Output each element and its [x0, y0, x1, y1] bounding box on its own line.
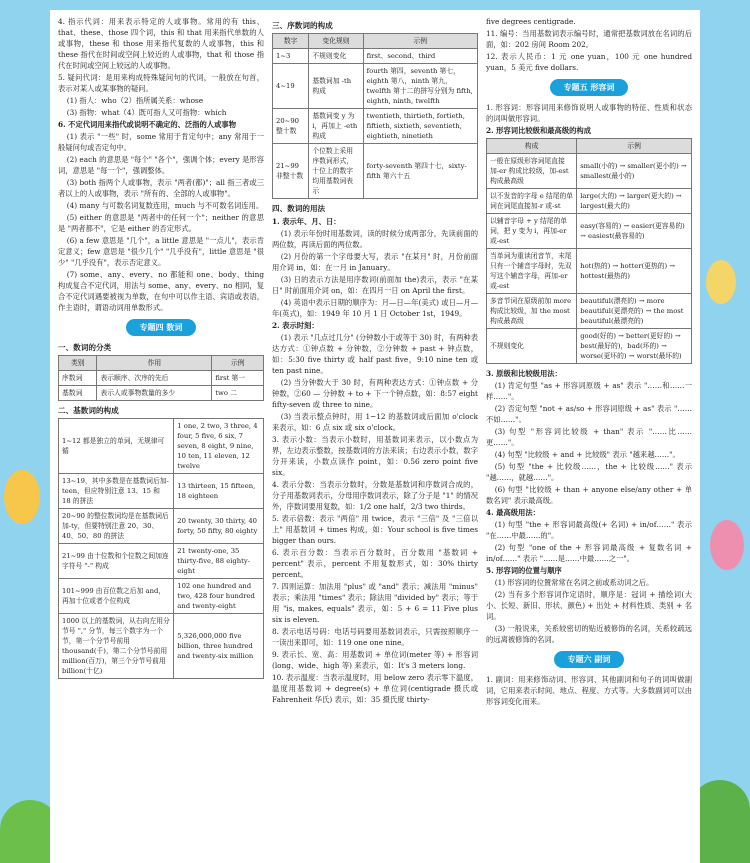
paragraph-q1: 1. 表示年、月、日：: [272, 217, 341, 226]
heading-numeral-usage: 四、数词的用法: [272, 204, 326, 213]
table-row: [487, 189, 692, 214]
table-row: [487, 214, 692, 249]
table-cell: 多音节词在原级前加 more 构成比较级，加 the most 构成最高级: [487, 294, 577, 329]
table-cell: 基数词变 y 为 i，再加上 -eth 构成: [309, 109, 363, 144]
comparative-formation-table: [486, 138, 692, 364]
paragraph-s2: (1) 肯定句型 "as + 形容词原级 + as" 表示 "……和……一样……"。: [486, 381, 692, 401]
table-row: [59, 474, 264, 509]
table-cell: 21~99 非整十数: [273, 144, 309, 199]
table-row: [273, 49, 478, 64]
table-row: [59, 579, 264, 614]
table-cell: 基数词: [59, 386, 97, 401]
table-cell: 13~19，其中多数是在基数词后加-teen，但应特别注意 13、15 和 18 的拼法: [59, 474, 174, 509]
table-header-cell: 示例: [577, 139, 692, 154]
table-cell: 20 twenty, 30 thirty, 40 forty, 50 fifty, 80 eighty: [174, 509, 264, 544]
paragraph-s11: 5. 形容词的位置与顺序: [486, 566, 562, 575]
paragraph-s8: 4. 最高级用法：: [486, 508, 540, 517]
table-row: [59, 419, 264, 474]
paragraph-q9: (3) 当表示整点钟时，用 1~12 的基数词或后面加 o'clock 来表示，如：6 点 six 或 six o'clock。: [272, 412, 478, 432]
paragraph-p8: (3) both 指两个人或事物，表示 "两者(都)"；all 指三者或三者以上的人或事物，表示 "所有的、全部的人或事物"。: [58, 178, 264, 198]
paragraph-q2: (1) 表示年份时用基数词，读的时候分成两部分，先读前面的两位数，再读后面的两位数。: [272, 229, 478, 249]
table-cell: 21~99 由十位数和个位数之间加连字符号 "-" 构成: [59, 544, 174, 579]
table-cell: 以不发音的字母 e 结尾的单词在词尾直接加-r 或-st: [487, 189, 577, 214]
table-row: [59, 544, 264, 579]
paragraph-p3: (1) 指人：who（2）指所属关系：whose: [66, 96, 204, 105]
paragraph-p11: (6) a few 意思是 "几个"，a little 意思是 "一点儿"，表示肯定意义；few 意思是 "很少几个" "几乎没有"，little 意思是 "很少" "几乎没有"，表示否定意义。: [58, 236, 264, 267]
column-middle: [272, 16, 478, 863]
table-cell: first 第一: [212, 371, 264, 386]
paragraph-s12: (1) 形容词的位置常常在名词之前或系动词之后。: [494, 578, 654, 587]
paragraph-q11: 4. 表示分数：当表示分数时，分数是基数词和序数词合成的，分子用基数词表示，分母用序数词表示，除了分子是 "1" 的情况外，序数词要用复数，如：1/2 one half，2/3 two thirds。: [272, 480, 478, 511]
table-cell: twentieth, thirtieth, fortieth, fiftieth, sixtieth, seventieth, eightieth, ninetieth: [363, 109, 477, 144]
paragraph-s9: (1) 句型 "the + 形容词最高级(+ 名词) + in/of……" 表示 "在……中最……的"。: [486, 520, 692, 540]
table-row: [487, 154, 692, 189]
paragraph-q3: (2) 月份的第一个字母要大写，表示 "在某月" 时，月份前面用介词 in，如：在一月 in January。: [272, 252, 478, 272]
paragraph-p9: (4) many 与可数名词复数连用，much 与不可数名词连用。: [66, 201, 264, 210]
table-cell: 5,326,000,000 five billion, three hundred and twenty-six million: [174, 614, 264, 679]
table-cell: good(好的) → better(更好的) → best(最好的)，bad(坏的) → worse(更坏的) → worst(最坏的): [577, 329, 692, 364]
heading-numeral-types: 一、数词的分类: [58, 343, 112, 352]
paragraph-s10: (2) 句型 "one of the + 形容词最高级 + 复数名词 + in/of……" 表示 "……是……中最……之一"。: [486, 543, 692, 563]
balloon-decoration-left: [4, 470, 40, 524]
column-right: [486, 16, 692, 863]
paragraph-q15: 8. 表示电话号码：电话号码要用基数词表示，只需按照顺序一一读出来即可，如：119 one one nine。: [272, 627, 478, 647]
table-cell: 基数词加 -th 构成: [309, 64, 363, 109]
paragraph-r5: 2. 形容词比较级和最高级的构成: [486, 126, 592, 135]
paragraph-s5: (4) 句型 "比较级 + and + 比较级" 表示 "越来越……"。: [494, 450, 680, 459]
table-header-cell: 作用: [97, 356, 212, 371]
paragraph-q4: (3) 日的表示方法是用序数词(前面加 the)表示，表示 "在某日" 时前面用介词 on，如：在四月一日 on April the first。: [272, 275, 478, 295]
table-cell: first、second、third: [363, 49, 477, 64]
table-cell: 1~12 都是独立的单词，无规律可循: [59, 419, 174, 474]
paragraph-q14: 7. 四则运算：加法用 "plus" 或 "and" 表示；减法用 "minus" 表示；乘法用 "times" 表示；除法用 "divided by" 表示；等于用 "is, makes, equals" 表示，如：5 + 6 = 11 Five plus six is eleven.: [272, 582, 478, 624]
table-row: [59, 614, 264, 679]
heading-ordinal-formation: 三、序数词的构成: [272, 21, 333, 30]
paragraph-p2: 5. 疑问代词：是用来构成特殊疑问句的代词，一般放在句首，表示对某人或某事物的疑问。: [58, 73, 264, 93]
table-header-cell: 构成: [487, 139, 577, 154]
table-cell: 1 one, 2 two, 3 three, 4 four, 5 five, 6 six, 7 seven, 8 eight, 9 nine, 10 ten, 11 eleven, 12 twelve: [174, 419, 264, 474]
table-row: [59, 386, 264, 401]
paragraph-s4: (3) 句型 "形容词比较级 + than" 表示 "……比……更……"。: [486, 427, 692, 447]
paragraph-s14: (3) 一般说来，关系较密切的贴近被修饰的名词，关系较疏远的远离被修饰的名词。: [486, 624, 692, 644]
table-row: [59, 509, 264, 544]
paragraph-p1: 4. 指示代词：用来表示特定的人或事物。常用的有 this、that、these、those 四个词，this 和 that 用来指代单数的人或事物，these 和 those 用来指代复数的人或事物，this 和 these 指代在时间或空间上较近的人或事物，that 和 those 指代在时间或空间上较远的人或事物。: [58, 17, 264, 70]
table-header-cell: 示例: [363, 34, 477, 49]
paragraph-q16: 9. 表示长、宽、高：用基数词 + 单位词(meter 等) + 形容词(long、wide、high 等) 来表示，如：It's 3 meters long.: [272, 650, 478, 670]
table-cell: 21 twenty-one, 35 thirty-five, 88 eighty-eight: [174, 544, 264, 579]
table-row: [273, 109, 478, 144]
paragraph-s7: (6) 句型 "比较级 + than + anyone else/any other + 单数名词" 表示最高级。: [486, 485, 692, 505]
table-cell: 不规则变化: [309, 49, 363, 64]
table-header-cell: 示例: [212, 356, 264, 371]
table-cell: 一般在原级形容词尾直接加-er 构成比较级，加-est 构成最高级: [487, 154, 577, 189]
section-banner-adjectives: 专题五 形容词: [486, 79, 692, 96]
table-header-cell: 类别: [59, 356, 97, 371]
table-cell: forty-seventh 第四十七，sixty-fifth 第六十五: [363, 144, 477, 199]
table-cell: easy(容易的) → easier(更容易的) → easiest(最容易的): [577, 214, 692, 249]
paragraph-s1: 3. 原级和比较级用法：: [486, 369, 562, 378]
paragraph-s6: (5) 句型 "the + 比较级……，the + 比较级……" 表示 "越……，就越……"。: [486, 462, 692, 482]
table-header-cell: 变化规则: [309, 34, 363, 49]
table-cell: 序数词: [59, 371, 97, 386]
table-row: [487, 249, 692, 294]
table-cell: 1~3: [273, 49, 309, 64]
table-cell: hot(热的) → hotter(更热的) → hottest(最热的): [577, 249, 692, 294]
paragraph-p10: (5) either 的意思是 "两者中的任何一个"；neither 的意思是 "两者都不"，它是 either 的否定形式。: [58, 213, 264, 233]
table-row: [273, 144, 478, 199]
table-cell: two 二: [212, 386, 264, 401]
table-cell: 不规则变化: [487, 329, 577, 364]
column-left: [58, 16, 264, 863]
paragraph-p4: (3) 指物：what（4）既可指人又可指物：which: [66, 108, 227, 117]
paragraph-q10: 3. 表示小数：当表示小数时，用基数词来表示，以小数点为界，左边表示整数，按基数词的方法来读；右边表示小数，数字分开来读，小数点读作 point，如：0.56 zero point five six。: [272, 435, 478, 477]
paragraph-q7: (1) 表示 "几点过几分" (分钟数小于或等于 30) 时，有两种表达方式：①钟点数 + 分钟数，②分钟数 + past + 钟点数，如：5:30 five thirty 或 half past five，9:10 nine ten 或 ten past nine。: [272, 333, 478, 375]
table-cell: fourth 第四，seventh 第七，eighth 第八，ninth 第九，twelfth 第十二的拼写分别为 fifth, eighth, ninth, twelfth: [363, 64, 477, 109]
table-cell: 表示人或事物数量的多少: [97, 386, 212, 401]
table-cell: 个位数上采用序数词形式，十位上的数字均用基数词表示: [309, 144, 363, 199]
table-header-cell: 数字: [273, 34, 309, 49]
balloon-decoration-top: [706, 260, 736, 304]
paragraph-q5: (4) 英语中表示日期的顺序为：月—日—年(美式) 或日—月—年(英式)，如：1949 年 10 月 1 日 October 1st，1949。: [272, 298, 478, 318]
paragraph-p12: (7) some、any、every、no 都能和 one、body、thing 构成复合不定代词，用法与 some、any、every、no 相同，复合不定代词遇要被视为单数，在句中可以作主语、宾语或表语，作主语时，谓语动词用单数形式。: [58, 270, 264, 312]
table-cell: small(小的) → smaller(更小的) → smallest(最小的): [577, 154, 692, 189]
balloon-decoration-right: [710, 520, 744, 570]
table-cell: 102 one hundred and two, 428 four hundred and twenty-eight: [174, 579, 264, 614]
heading-cardinal-formation: 二、基数词的构成: [58, 406, 119, 415]
table-cell: 表示顺序、次序的先后: [97, 371, 212, 386]
table-cell: 当单词为重读闭音节，末尾只有一个辅音字母时，先双写这个辅音字母，再加-er 或-est: [487, 249, 577, 294]
section-banner-adverbs: 专题六 副词: [486, 651, 692, 668]
table-row: [487, 294, 692, 329]
document-page: [50, 10, 700, 863]
paragraph-r4: 1. 形容词：形容词用来修饰说明人或事物的特征、性质和状态的词叫做形容词。: [486, 103, 692, 123]
paragraph-q12: 5. 表示倍数：表示 "两倍" 用 twice，表示 "三倍" 及 "三倍以上" 用基数词 + times 构成，如：Your school is five times bigger than ours.: [272, 514, 478, 545]
table-row: [273, 64, 478, 109]
paragraph-q17: 10. 表示温度：当表示温度时，用 below zero 表示零下温度，温度用基数词 + degree(s) + 单位词(centigrade 摄氏或 Fahrenheit 华氏) 表示，如：35 摄氏度 thirty-: [272, 673, 478, 704]
paragraph-r2: 11. 编号：当用基数词表示编号时，通常把基数词放在名词的后面，如：202 房间 Room 202。: [486, 29, 692, 49]
table-cell: 以辅音字母 + y 结尾的单词，把 y 变为 i，再加-er 或-est: [487, 214, 577, 249]
table-cell: 1000 以上的基数词，从右向左用分节号 "," 分节，每三个数字为一个节，第一个分节号前用 thousand(千)，第二个分节号前用 million(百万)，第三个分节号前用 billion(十亿): [59, 614, 174, 679]
paragraph-q13: 6. 表示百分数：当表示百分数时，百分数用 "基数词 + percent" 表示，percent 不用复数形式，如：30% thirty percent。: [272, 548, 478, 579]
section-banner-numerals: 专题四 数词: [58, 319, 264, 336]
table-cell: 20~90 整十数: [273, 109, 309, 144]
paragraph-s15: 1. 副词：用来修饰动词、形容词、其他副词和句子的词叫做副词，它用来表示时间、地点、程度、方式等。大多数副词可以由形容词变化而来。: [486, 675, 692, 706]
paragraph-p6: (1) 表示 "一些" 时，some 常用于肯定句中；any 常用于一般疑问句或否定句中。: [58, 132, 264, 152]
paragraph-q8: (2) 当分钟数大于 30 时，有两种表达方式：①钟点数 + 分钟数，②60 — 分钟数 + to + 下一个钟点数，如：8:57 eight fifty-seven 或 three to nine。: [272, 378, 478, 409]
cardinal-formation-table: [58, 418, 264, 679]
paragraph-s13: (2) 当有多个形容词作定语时，顺序是：冠词 + 描绘词(大小、长短、新旧、形状、颜色) + 出处 + 材料性质、类别 + 名词。: [486, 590, 692, 621]
paragraph-r1: five degrees centigrade.: [486, 17, 576, 26]
paragraph-s3: (2) 否定句型 "not + as/so + 形容词原级 + as" 表示 "……不如……"。: [486, 404, 692, 424]
table-cell: 13 thirteen, 15 fifteen, 18 eighteen: [174, 474, 264, 509]
paragraph-q6: 2. 表示时刻：: [272, 321, 319, 330]
table-cell: 20~90 的整位数词均是在基数词后加-ty，但要特别注意 20、30、40、50、80 的拼法: [59, 509, 174, 544]
paragraph-p5: 6. 不定代词用来指代或说明不确定的、泛指的人或事物: [58, 120, 236, 129]
table-cell: large(大的) → larger(更大的) → largest(最大的): [577, 189, 692, 214]
ordinal-formation-table: [272, 33, 478, 199]
table-cell: 101~999 由百位数之后加 and，再加十位或者个位构成: [59, 579, 174, 614]
table-cell: beautiful(漂亮的) → more beautiful(更漂亮的) → the most beautiful(最漂亮的): [577, 294, 692, 329]
paragraph-r3: 12. 表示人民币：1 元 one yuan，100 元 one hundred yuan，5 美元 five dollars.: [486, 52, 692, 72]
table-row: [487, 329, 692, 364]
table-cell: 4~19: [273, 64, 309, 109]
numeral-types-table: [58, 355, 264, 401]
table-row: [59, 371, 264, 386]
paragraph-p7: (2) each 的意思是 "每个" "各个"，强调个体；every 是形容词，意思是 "每一个"，强调整体。: [58, 155, 264, 175]
